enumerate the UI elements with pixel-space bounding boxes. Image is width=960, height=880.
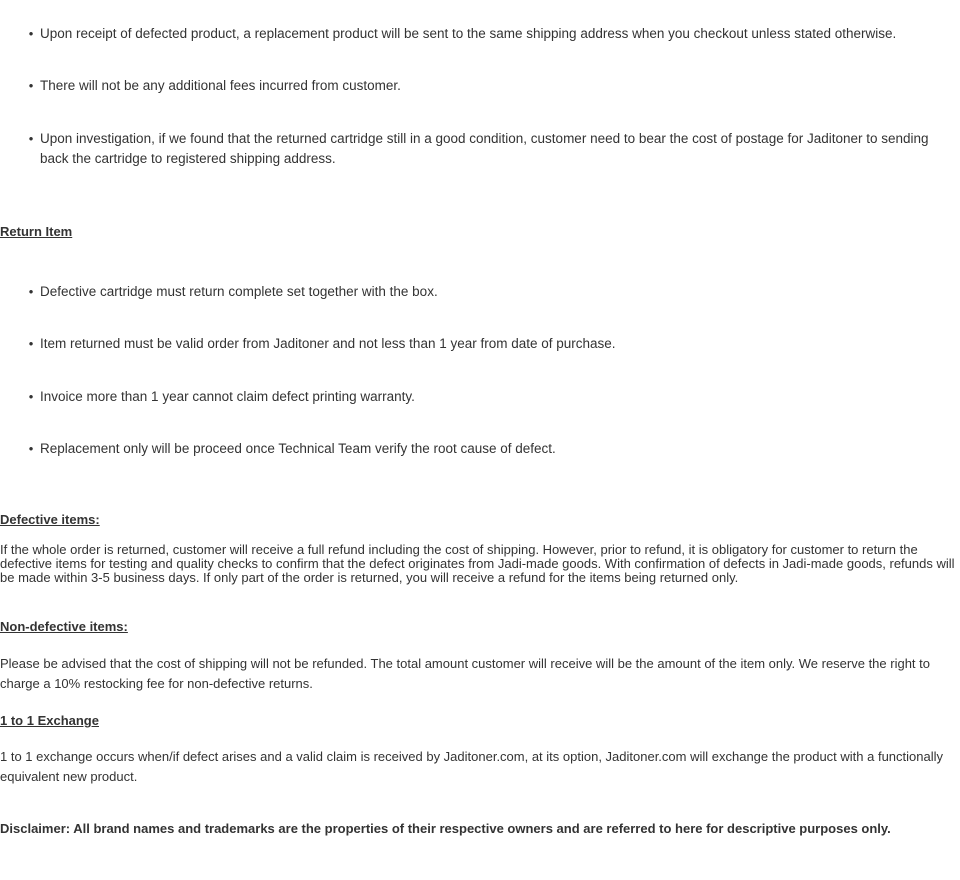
section-heading-exchange: 1 to 1 Exchange <box>0 713 99 728</box>
bullet-dot: • <box>28 131 34 146</box>
section-heading-return-item: Return Item <box>0 224 73 239</box>
defective-items-paragraph: If the whole order is returned, customer will receive a full refund including the cost of shipping. However, prior to refund, it is obligatory for customer to return the defective items for testing and quality checks to confirm that the defect originates from Jadi-made goods. With confirmation of defects in Jadi-made goods, refunds will be made within 3-5 business days. If only part of the order is returned, you will receive a refund for the items being returned only. <box>0 542 955 585</box>
bullet-dot: • <box>28 284 34 299</box>
list-item: Item returned must be valid order from Jaditoner and not less than 1 year from date of purchase. <box>40 336 616 351</box>
list-item: Invoice more than 1 year cannot claim defect printing warranty. <box>40 389 415 404</box>
section-heading-non-defective-items: Non-defective items: <box>0 619 128 634</box>
bullet-dot: • <box>28 389 34 404</box>
bullet-dot: • <box>28 26 34 41</box>
non-defective-items-paragraph: Please be advised that the cost of shipping will not be refunded. The total amount customer will receive will be the amount of the item only. We reserve the right to charge a 10% restocking fee for non-defective returns. <box>0 656 931 691</box>
list-item: Upon receipt of defected product, a replacement product will be sent to the same shipping address when you checkout unless stated otherwise. <box>40 26 897 41</box>
list-item: Defective cartridge must return complete set together with the box. <box>40 284 438 299</box>
bullet-dot: • <box>28 78 34 93</box>
exchange-paragraph: 1 to 1 exchange occurs when/if defect arises and a valid claim is received by Jaditoner.com, at its option, Jaditoner.com will exchange the product with a functionally equivalent new product. <box>0 749 944 784</box>
disclaimer-text: Disclaimer: All brand names and trademarks are the properties of their respective owners and are referred to here for descriptive purposes only. <box>0 821 891 836</box>
list-item: There will not be any additional fees incurred from customer. <box>40 78 401 93</box>
list-item: Replacement only will be proceed once Technical Team verify the root cause of defect. <box>40 441 556 456</box>
bullet-dot: • <box>28 336 34 351</box>
section-heading-defective-items: Defective items: <box>0 512 100 527</box>
bullet-dot: • <box>28 441 34 456</box>
list-item: Upon investigation, if we found that the returned cartridge still in a good condition, customer need to bear the cost of postage for Jaditoner to sending back the cartridge to registered shipping address. <box>40 131 929 166</box>
